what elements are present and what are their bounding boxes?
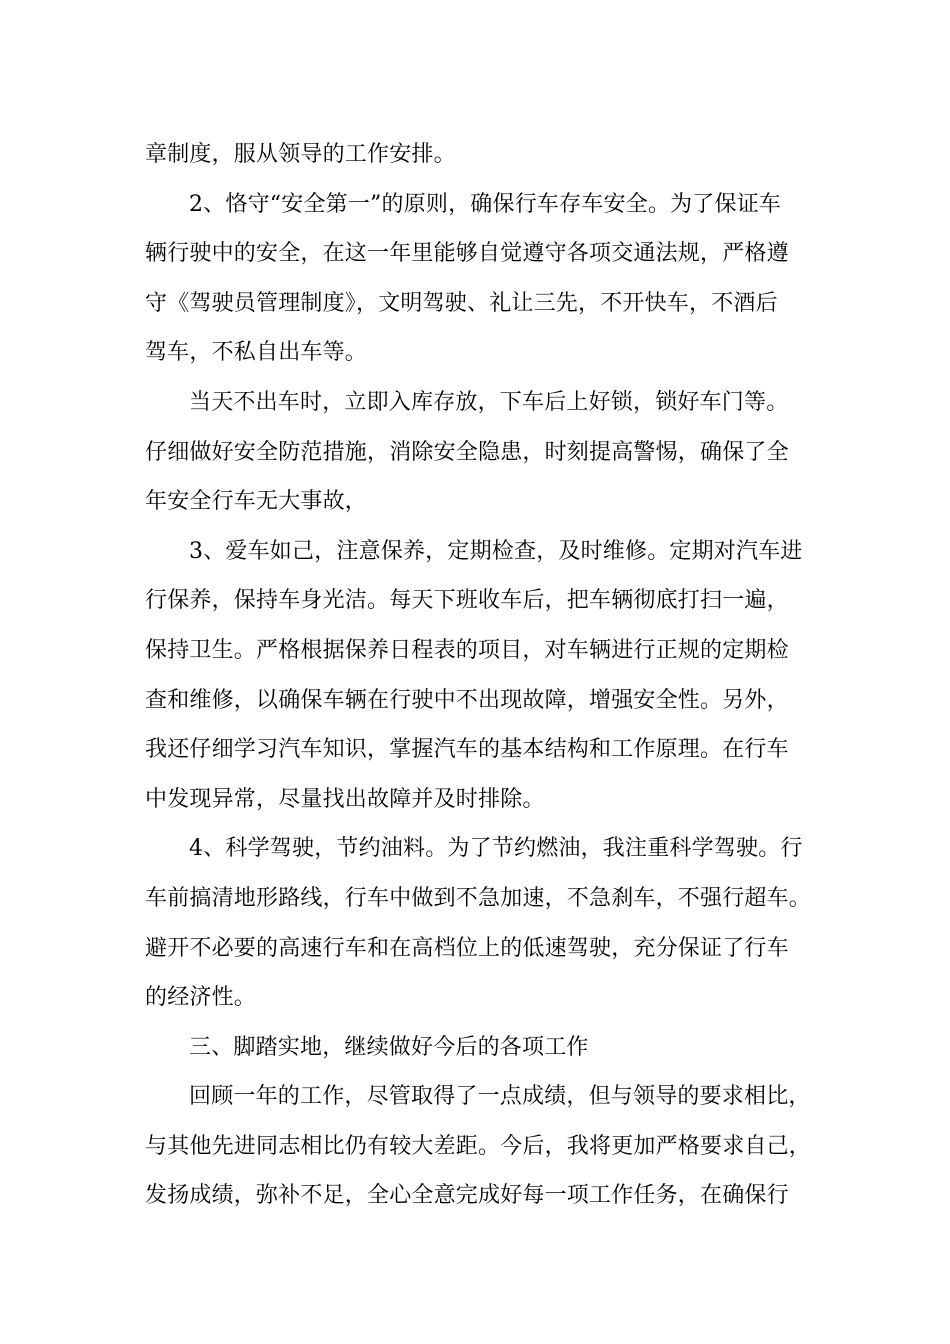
text-line: 辆行驶中的安全，在这一年里能够自觉遵守各项交通法规，严格遵 [145, 241, 789, 267]
text-line: 我还仔细学习汽车知识，掌握汽车的基本结构和工作原理。在行车 [145, 737, 789, 763]
text-line: 年安全行车无大事故， [145, 489, 368, 515]
text-line: 中发现异常，尽量找出故障并及时排除。 [145, 786, 545, 812]
text-line: 守《驾驶员管理制度》，文明驾驶、礼让三先，不开快车，不酒后 [145, 290, 778, 316]
text-line: 查和维修，以确保车辆在行驶中不出现故障，增强安全性。另外， [145, 687, 789, 713]
text-line: 驾车，不私自出车等。 [145, 340, 368, 366]
text-line: 发扬成绩，弥补不足，全心全意完成好每一项工作任务，在确保行 [145, 1183, 789, 1209]
text-line: 避开不必要的高速行车和在高档位上的低速驾驶，充分保证了行车 [145, 935, 789, 961]
text-line: 章制度，服从领导的工作安排。 [145, 142, 456, 167]
text-line: 回顾一年的工作，尽管取得了一点成绩，但与领导的要求相比， [189, 1084, 811, 1110]
text-line: 车前搞清地形路线，行车中做到不急加速，不急刹车，不强行超车。 [145, 885, 812, 911]
body-text [145, 130, 825, 1221]
text-line: 3、爱车如己，注意保养，定期检查，及时维修。定期对汽车进 [189, 538, 803, 564]
text-line: 2、恪守“安全第一”的原则，确保行车存车安全。为了保证车 [189, 191, 782, 217]
text-line: 4、科学驾驶，节约油料。为了节约燃油，我注重科学驾驶。行 [189, 836, 803, 862]
text-line: 仔细做好安全防范措施，消除安全隐患，时刻提高警惕，确保了全 [145, 439, 789, 465]
text-line: 三、脚踏实地，继续做好今后的各项工作 [189, 1034, 589, 1060]
text-line: 保持卫生。严格根据保养日程表的项目，对车辆进行正规的定期检 [145, 637, 789, 663]
text-line: 当天不出车时，立即入库存放，下车后上好锁，锁好车门等。 [189, 389, 789, 415]
text-line: 行保养，保持车身光洁。每天下班收车后，把车辆彻底打扫一遍， [145, 588, 789, 614]
text-line: 与其他先进同志相比仍有较大差距。今后，我将更加严格要求自己， [145, 1133, 812, 1159]
text-line: 的经济性。 [145, 985, 257, 1011]
